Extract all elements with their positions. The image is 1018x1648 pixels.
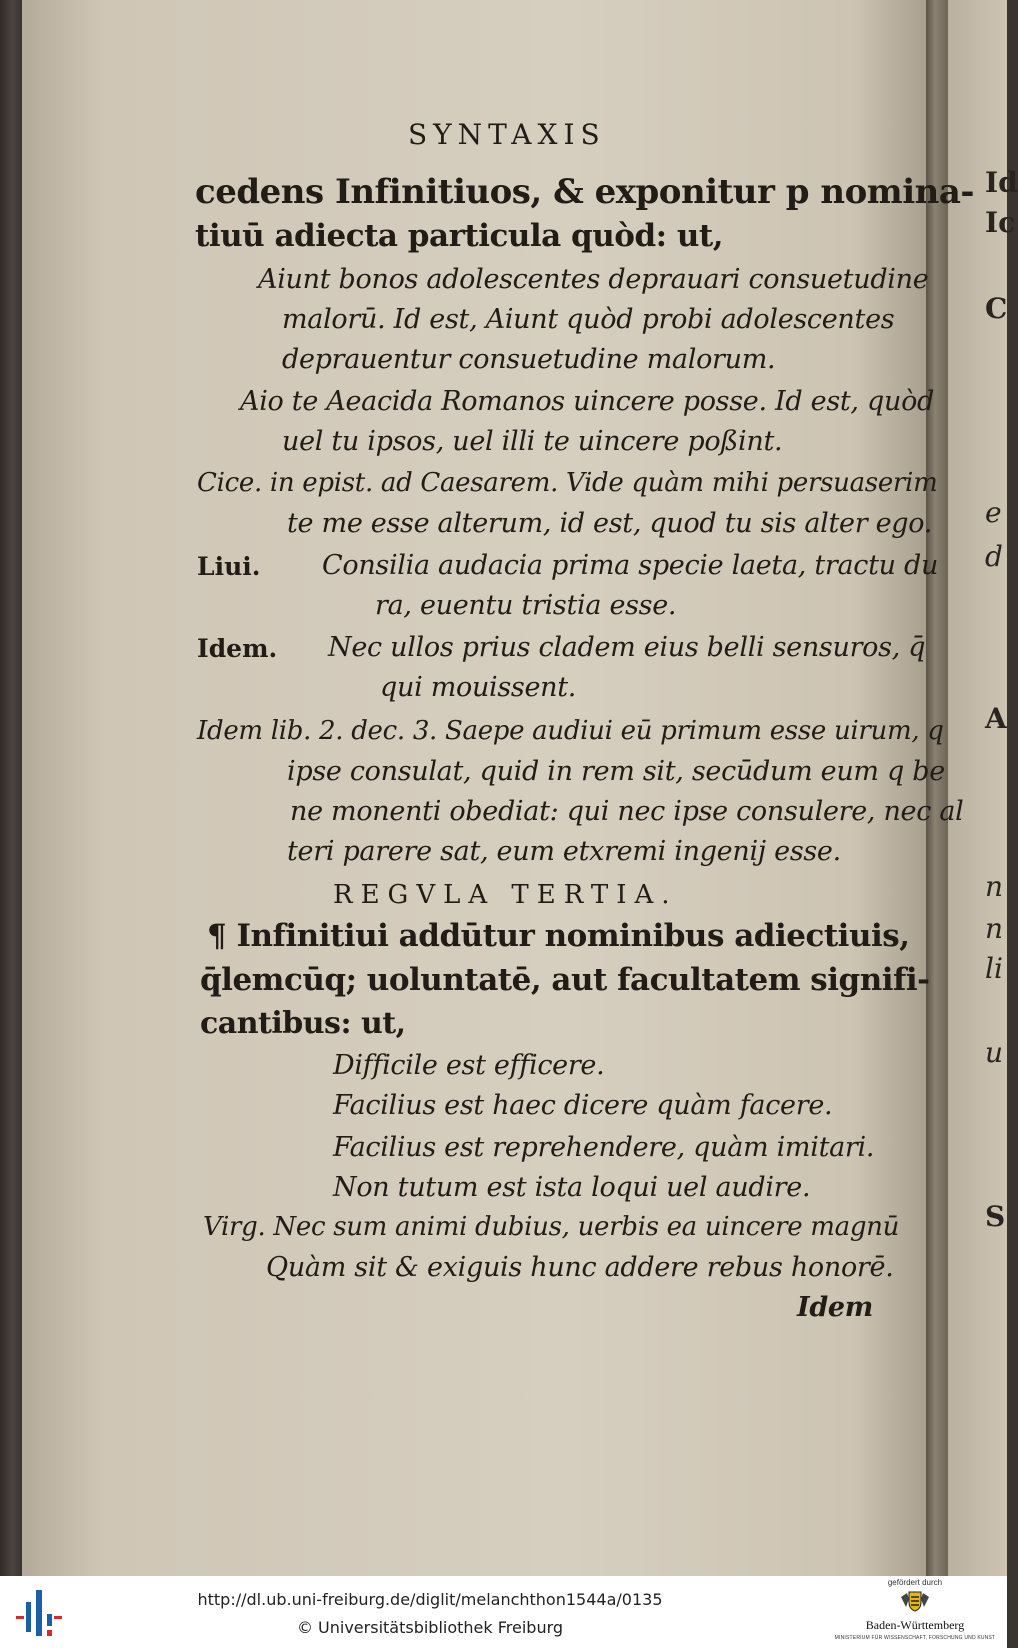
book-gutter: [926, 0, 948, 1576]
catchword: Idem: [797, 1292, 874, 1323]
text-line: cantibus: ut,: [200, 1006, 406, 1041]
right-page-fragment: n: [985, 870, 1004, 903]
text-line: q̄lemcūq; uoluntatē, aut facultatem signifi-: [200, 962, 930, 998]
right-page-fragment: A: [985, 702, 1007, 735]
text-line: deprauentur consuetudine malorum.: [282, 344, 776, 375]
text-line: uel tu ipsos, uel illi te uincere poßint.: [282, 426, 783, 457]
running-header: SYNTAXIS: [408, 118, 606, 151]
margin-label: Liui.: [197, 552, 261, 581]
text-line: Difficile est efficere.: [333, 1050, 605, 1081]
right-page-fragment: u: [985, 1036, 1004, 1069]
coat-of-arms-icon: [898, 1589, 932, 1613]
text-line: teri parere sat, eum etxremi ingenij esse.: [287, 836, 841, 867]
text-line: ipse consulat, quid in rem sit, secūdum eum q be: [287, 756, 945, 787]
text-line: Idem lib. 2. dec. 3. Saepe audiui eū primum esse uirum, q: [197, 716, 944, 746]
text-line: tiuū adiecta particula quòd: ut,: [195, 218, 724, 254]
text-line: te me esse alterum, id est, quod tu sis alter ego.: [287, 508, 933, 539]
right-page-fragment: Ic: [985, 206, 1016, 239]
margin-label: Idem.: [197, 634, 278, 663]
text-line: Aiunt bonos adolescentes deprauari consuetudine: [258, 264, 929, 295]
text-line: Consilia audacia prima specie laeta, tractu du: [322, 550, 939, 581]
text-line: Quàm sit & exiguis hunc addere rebus honorē.: [266, 1252, 894, 1283]
text-line: ¶ Infinitiui addūtur nominibus adiectiuis,: [207, 918, 910, 954]
text-line: Cice. in epist. ad Caesarem. Vide quàm mihi persuaserim: [197, 468, 938, 498]
text-line: qui mouissent.: [380, 672, 577, 703]
text-line: Aio te Aeacida Romanos uincere posse. Id est, quòd: [240, 386, 935, 417]
right-page-fragment: S: [985, 1200, 1006, 1233]
text-line: malorū. Id est, Aiunt quòd probi adolescentes: [282, 304, 895, 335]
funder-name: Baden-Württemberg: [865, 1618, 965, 1632]
right-page-fragment: Id: [985, 166, 1018, 199]
text-line: cedens Infinitiuos, & exponitur p nomina-: [195, 172, 975, 212]
right-page-fragment: n: [985, 912, 1004, 945]
document-url-link[interactable]: http://dl.ub.uni-freiburg.de/diglit/melanchthon1544a/0135: [197, 1590, 663, 1609]
text-line: Nec ullos prius cladem eius belli sensuros, q̄: [328, 632, 926, 663]
right-page-fragment: li: [985, 952, 1003, 985]
rule-heading: REGVLA TERTIA.: [333, 880, 678, 910]
text-line: ne monenti obediat: qui nec ipse consulere, nec al: [290, 796, 964, 827]
text-line: ra, euentu tristia esse.: [375, 590, 677, 621]
funder-label: gefördert durch: [887, 1578, 943, 1587]
text-line: Non tutum est ista loqui uel audire.: [333, 1172, 811, 1203]
funder-ministry: MINISTERIUM FÜR WISSENSCHAFT, FORSCHUNG UND KUNST: [834, 1635, 996, 1641]
right-page-fragment: e: [985, 496, 1002, 529]
right-page-fragment: d: [985, 540, 1003, 573]
funder-badge: [830, 1578, 1000, 1646]
footer-bar: [0, 1576, 1007, 1648]
copyright-text: © Universitätsbibliothek Freiburg: [296, 1618, 564, 1637]
text-line: Facilius est reprehendere, quàm imitari.: [333, 1132, 875, 1163]
text-line: Virg. Nec sum animi dubius, uerbis ea uincere magnū: [203, 1212, 900, 1242]
text-line: Facilius est haec dicere quàm facere.: [333, 1090, 833, 1121]
right-page-fragment: C: [985, 292, 1008, 325]
